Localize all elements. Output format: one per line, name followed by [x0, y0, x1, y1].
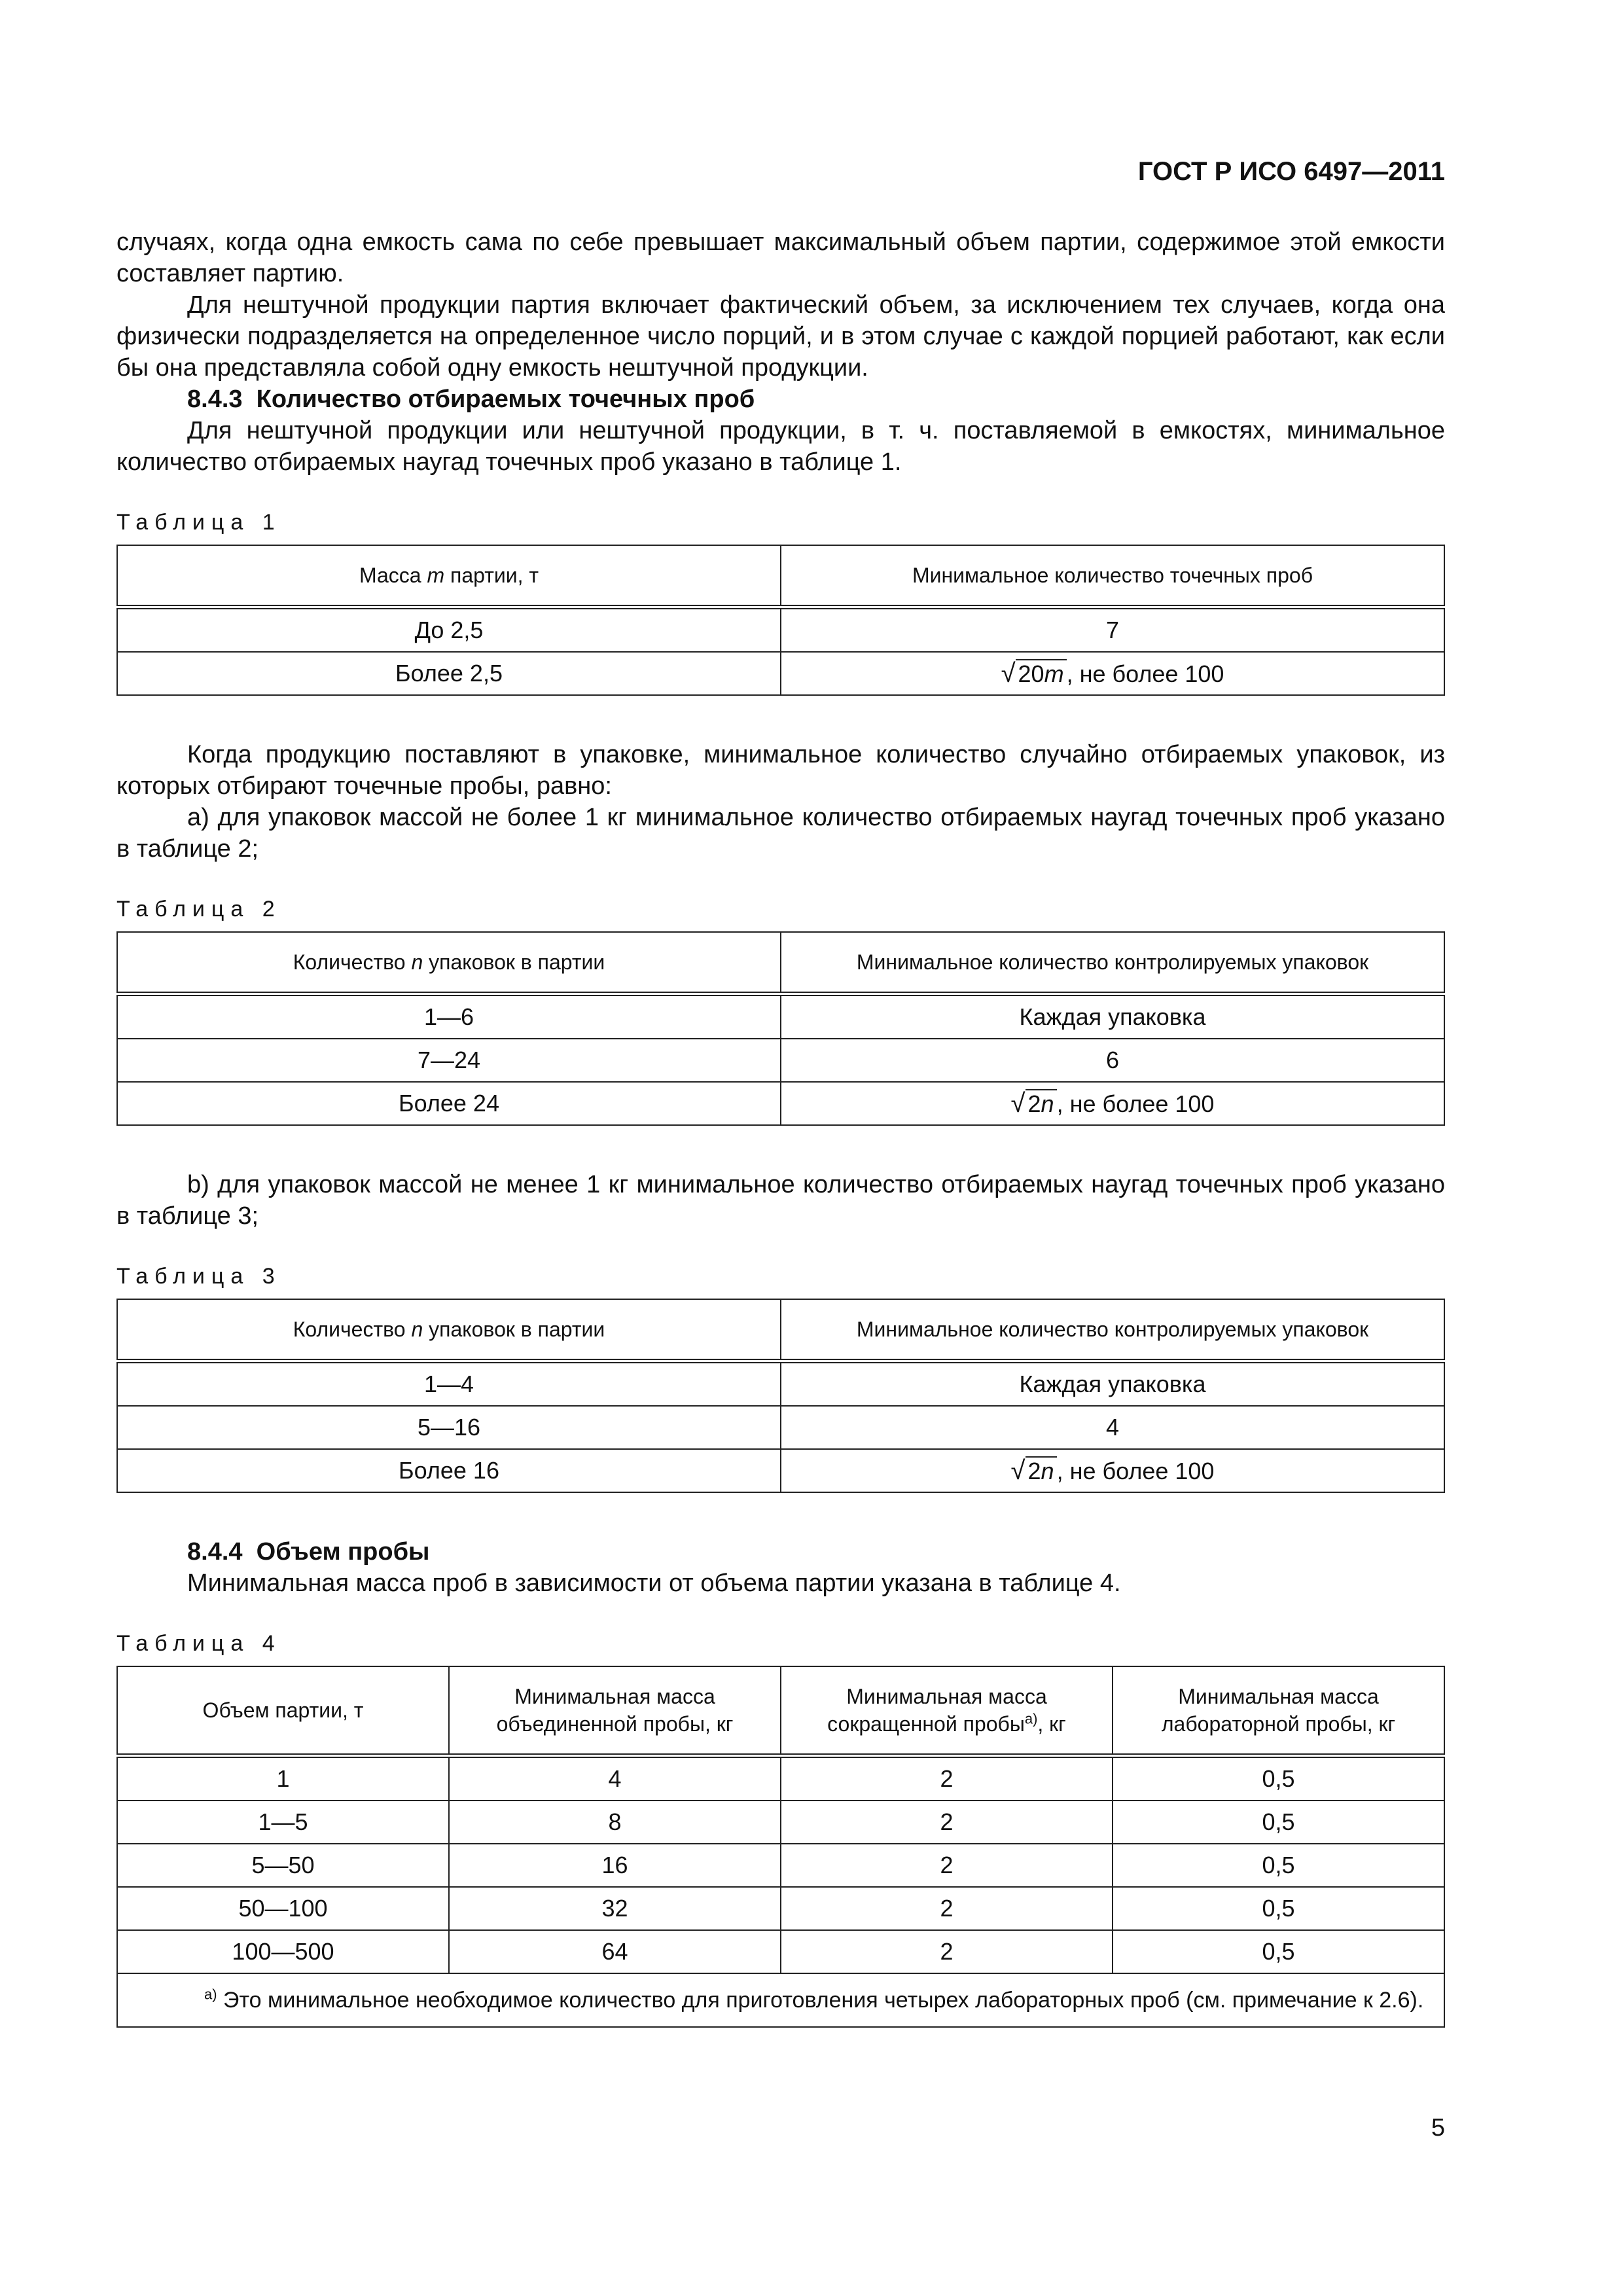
table-cell: 0,5 [1113, 1887, 1444, 1930]
table-3 [116, 1299, 1445, 1493]
table-cell: 0,5 [1113, 1756, 1444, 1801]
table-row [117, 1449, 1444, 1492]
table-cell: 64 [449, 1930, 781, 1973]
table-header-cell: Масса m партии, т [117, 545, 781, 607]
paragraph-7: Минимальная масса проб в зависимости от объема партии указана в таблице 4. [187, 1570, 1121, 1597]
paragraph-3: Для нештучной продукции или нештучной продукции, в т. ч. поставляемой в емкостях, минимальное количество отбираемых наугад точечных проб указано в таблице 1. [116, 417, 1445, 476]
table-cell: 6 [781, 1039, 1444, 1082]
table-header-cell: Минимальная масса лабораторной пробы, кг [1113, 1666, 1444, 1756]
table-header-cell: Минимальное количество контролируемых упаковок [781, 932, 1444, 994]
table-cell: Каждая упаковка [781, 994, 1444, 1039]
section-8-4-3-heading [116, 384, 1445, 415]
table-cell: 1—5 [117, 1801, 449, 1844]
table-cell: 2 [781, 1887, 1113, 1930]
table-row [117, 1930, 1444, 1973]
table-cell: 1—6 [117, 994, 781, 1039]
table-cell: 16 [449, 1844, 781, 1887]
table-cell: 100—500 [117, 1930, 449, 1973]
table-row [117, 1361, 1444, 1407]
table-row [117, 1887, 1444, 1930]
table-header-row [117, 545, 1444, 607]
section-title: Объем пробы [256, 1538, 430, 1566]
table-cell: 8 [449, 1801, 781, 1844]
table-cell: 1—4 [117, 1361, 781, 1407]
table-row [117, 1082, 1444, 1125]
table-header-row [117, 932, 1444, 994]
table-cell: √ 2n , не более 100 [781, 1449, 1444, 1492]
sqrt-formula: √ 2n [1011, 1089, 1057, 1119]
table-header-cell: Объем партии, т [117, 1666, 449, 1756]
table-1 [116, 545, 1445, 696]
table-row [117, 607, 1444, 653]
table-row [117, 1756, 1444, 1801]
table-cell: Более 2,5 [117, 652, 781, 695]
table-cell: Более 16 [117, 1449, 781, 1492]
table-cell: 2 [781, 1930, 1113, 1973]
table-3-caption: Таблица 3 [116, 1264, 281, 1289]
table-cell: 5—50 [117, 1844, 449, 1887]
table-cell: 2 [781, 1756, 1113, 1801]
table-2-caption: Таблица 2 [116, 897, 281, 922]
table-cell: Каждая упаковка [781, 1361, 1444, 1407]
paragraph-4: Когда продукцию поставляют в упаковке, минимальное количество случайно отбираемых упаковок, из которых отбирают точечные пробы, равно: [116, 741, 1445, 800]
table-cell: √ 20m , не более 100 [781, 652, 1444, 695]
table-row [117, 1039, 1444, 1082]
table-1-caption: Таблица 1 [116, 510, 281, 535]
table-header-row [117, 1299, 1444, 1361]
table-footnote-row [117, 1973, 1444, 2027]
section-number: 8.4.4 [187, 1538, 243, 1566]
paragraph-6: b) для упаковок массой не менее 1 кг минимальное количество отбираемых наугад точечных проб указано в таблице 3; [116, 1171, 1445, 1230]
table-header-row [117, 1666, 1444, 1756]
table-4-caption: Таблица 4 [116, 1631, 281, 1656]
table-header-cell: Минимальное количество контролируемых упаковок [781, 1299, 1444, 1361]
table-footnote: $^{a)}$ Это минимальное необходимое количество для приготовления четырех лабораторных проб (см. примечание к 2.6). [117, 1973, 1444, 2027]
section-title: Количество отбираемых точечных проб [256, 386, 755, 413]
paragraph-5: a) для упаковок массой не более 1 кг минимальное количество отбираемых наугад точечных проб указано в таблице 2; [116, 804, 1445, 863]
table-cell: 2 [781, 1844, 1113, 1887]
table-4 [116, 1666, 1445, 2028]
table-cell: Более 24 [117, 1082, 781, 1125]
table-cell: 50—100 [117, 1887, 449, 1930]
section-number: 8.4.3 [187, 386, 243, 413]
table-cell: 7—24 [117, 1039, 781, 1082]
table-row [117, 994, 1444, 1039]
page-number: 5 [1431, 2114, 1445, 2142]
paragraph-1: случаях, когда одна емкость сама по себе превышает максимальный объем партии, содержимое этой емкости составляет партию. [116, 228, 1445, 287]
table-cell: 4 [449, 1756, 781, 1801]
table-cell: 0,5 [1113, 1930, 1444, 1973]
table-cell: 0,5 [1113, 1844, 1444, 1887]
table-cell: 0,5 [1113, 1801, 1444, 1844]
table-header-cell: Минимальное количество точечных проб [781, 545, 1444, 607]
table-row [117, 1844, 1444, 1887]
table-2 [116, 931, 1445, 1126]
table-row [117, 652, 1444, 695]
table-header-cell: Минимальная масса объединенной пробы, кг [449, 1666, 781, 1756]
table-row [117, 1406, 1444, 1449]
sqrt-formula: √ 20m [1001, 659, 1067, 689]
table-cell: 32 [449, 1887, 781, 1930]
table-header-cell: Количество n упаковок в партии [117, 932, 781, 994]
section-8-4-4-heading [116, 1536, 1445, 1568]
table-cell: До 2,5 [117, 607, 781, 653]
table-cell: 2 [781, 1801, 1113, 1844]
sqrt-formula: √ 2n [1011, 1456, 1057, 1486]
table-cell: 7 [781, 607, 1444, 653]
standard-code: ГОСТ Р ИСО 6497—2011 [1137, 157, 1445, 186]
paragraph-2: Для нештучной продукции партия включает фактический объем, за исключением тех случаев, когда она физически подразделяется на определенное число порций, и в этом случае с каждой порцией работают, как если бы она представляла собой одну емкость нештучной продукции. [116, 291, 1445, 382]
table-header-cell: Минимальная масса сокращенной пробы$^{a)}$, кг [781, 1666, 1113, 1756]
table-cell: 4 [781, 1406, 1444, 1449]
table-header-cell: Количество n упаковок в партии [117, 1299, 781, 1361]
table-cell: √ 2n , не более 100 [781, 1082, 1444, 1125]
table-cell: 1 [117, 1756, 449, 1801]
table-cell: 5—16 [117, 1406, 781, 1449]
page-content [116, 226, 1445, 2028]
table-row [117, 1801, 1444, 1844]
